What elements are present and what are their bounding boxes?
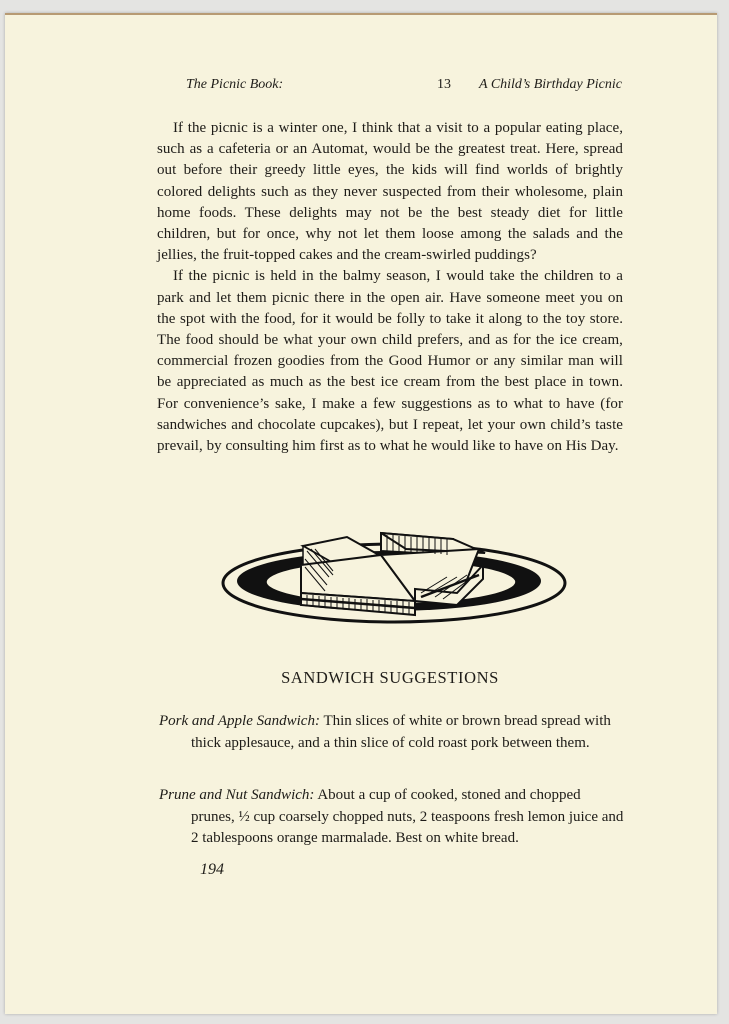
section-title: SANDWICH SUGGESTIONS: [281, 668, 499, 687]
recipe-description: About a cup of cooked, stoned and chopped prunes, ½ cup coarsely chopped nuts, 2 teaspoons fresh lemon juice and 2 tablespoons orange marmalade. Best on white bread.: [191, 787, 624, 846]
recipe-name: Prune and Nut Sandwich:: [159, 787, 315, 803]
page-top-edge: [5, 13, 717, 15]
recipe-description: Thin slices of white or brown bread spread with thick applesauce, and a thin slice of cold roast pork between them.: [191, 713, 611, 751]
paragraph-winter-picnic: If the picnic is a winter one, I think that a visit to a popular eating place, such as a cafeteria or an Automat, would be the greatest treat. Here, spread out before their greedy little eyes, the kids will find worlds of brightly colored delights such as they never suspected from their wholesome, plain home foods. These delights may not be the best steady diet for little children, but for once, why not let them loose among the salads and the jellies, the fruit-topped cakes and the cream-swirled puddings?: [157, 120, 623, 264]
book-page: [5, 13, 717, 1014]
sandwich-plate-illustration: [221, 519, 575, 639]
recipe-pork-and-apple: [159, 711, 627, 754]
body-text: [157, 118, 623, 457]
running-head: [186, 77, 622, 97]
paragraph-summer-picnic: If the picnic is held in the balmy season, I would take the children to a park and let them picnic there in the open air. Have someone meet you on the spot with the food, for it would be folly to take it along to the toy store. The food should be what your own child prefers, and as for the ice cream, commercial frozen goodies from the Good Humor or any similar man will be appreciated as much as the best ice cream from the best place in town. For convenience’s sake, I make a few suggestions as to what to have (for sandwiches and chocolate cupcakes), but I repeat, let your own child’s taste prevail, by consulting him first as to what he would like to have on His Day.: [157, 268, 623, 455]
running-head-chapter-number: 13: [437, 77, 451, 92]
page-number: 194: [200, 861, 224, 878]
running-head-book-title: The Picnic Book:: [186, 77, 284, 92]
running-head-chapter-title: A Child’s Birthday Picnic: [479, 77, 622, 92]
recipe-name: Pork and Apple Sandwich:: [159, 713, 320, 729]
recipe-prune-and-nut: [159, 785, 627, 850]
